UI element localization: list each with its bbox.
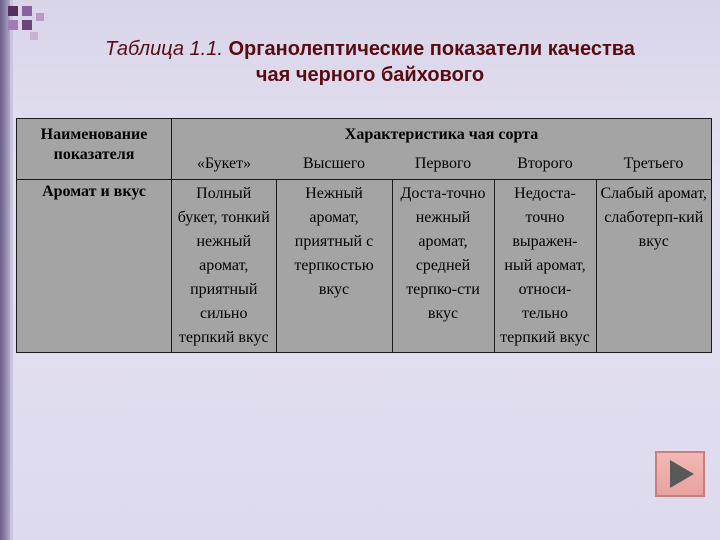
row-name: Аромат и вкус — [17, 180, 172, 353]
grade-header-0: «Букет» — [172, 149, 277, 180]
cell-tretego: Слабый аромат, слаботерп-кий вкус — [596, 180, 712, 353]
decor-square — [22, 6, 32, 16]
table-row — [17, 180, 712, 353]
left-stripe-decoration — [0, 0, 10, 540]
group-header: Характеристика чая сорта — [172, 119, 712, 150]
title-line1: Органолептические показатели качества — [222, 38, 635, 60]
table-number: Таблица 1.1. — [105, 38, 223, 60]
grade-header-1: Высшего — [276, 149, 392, 180]
decor-square — [30, 32, 38, 40]
grade-header-3: Второго — [494, 149, 596, 180]
play-arrow-icon — [670, 460, 694, 488]
decor-square — [8, 6, 18, 16]
cell-vtorogo: Недоста-точно выражен-ный аромат, относи-тельно терпкий вкус — [494, 180, 596, 353]
decor-square — [36, 13, 44, 21]
quality-table — [16, 118, 712, 353]
cell-buket: Полный букет, тонкий нежный аромат, приятный сильно терпкий вкус — [172, 180, 277, 353]
next-slide-button[interactable] — [655, 451, 705, 497]
grade-header-2: Первого — [392, 149, 494, 180]
cell-pervogo: Доста-точно нежный аромат, средней терпко-сти вкус — [392, 180, 494, 353]
slide-title — [40, 36, 700, 88]
decor-square — [22, 20, 32, 30]
grade-header-4: Третьего — [596, 149, 712, 180]
decor-square — [8, 20, 18, 30]
cell-vysshego: Нежный аромат, приятный с терпкостью вкус — [276, 180, 392, 353]
name-header: Наименование показателя — [17, 119, 172, 180]
title-line2: чая черного байхового — [255, 64, 485, 86]
